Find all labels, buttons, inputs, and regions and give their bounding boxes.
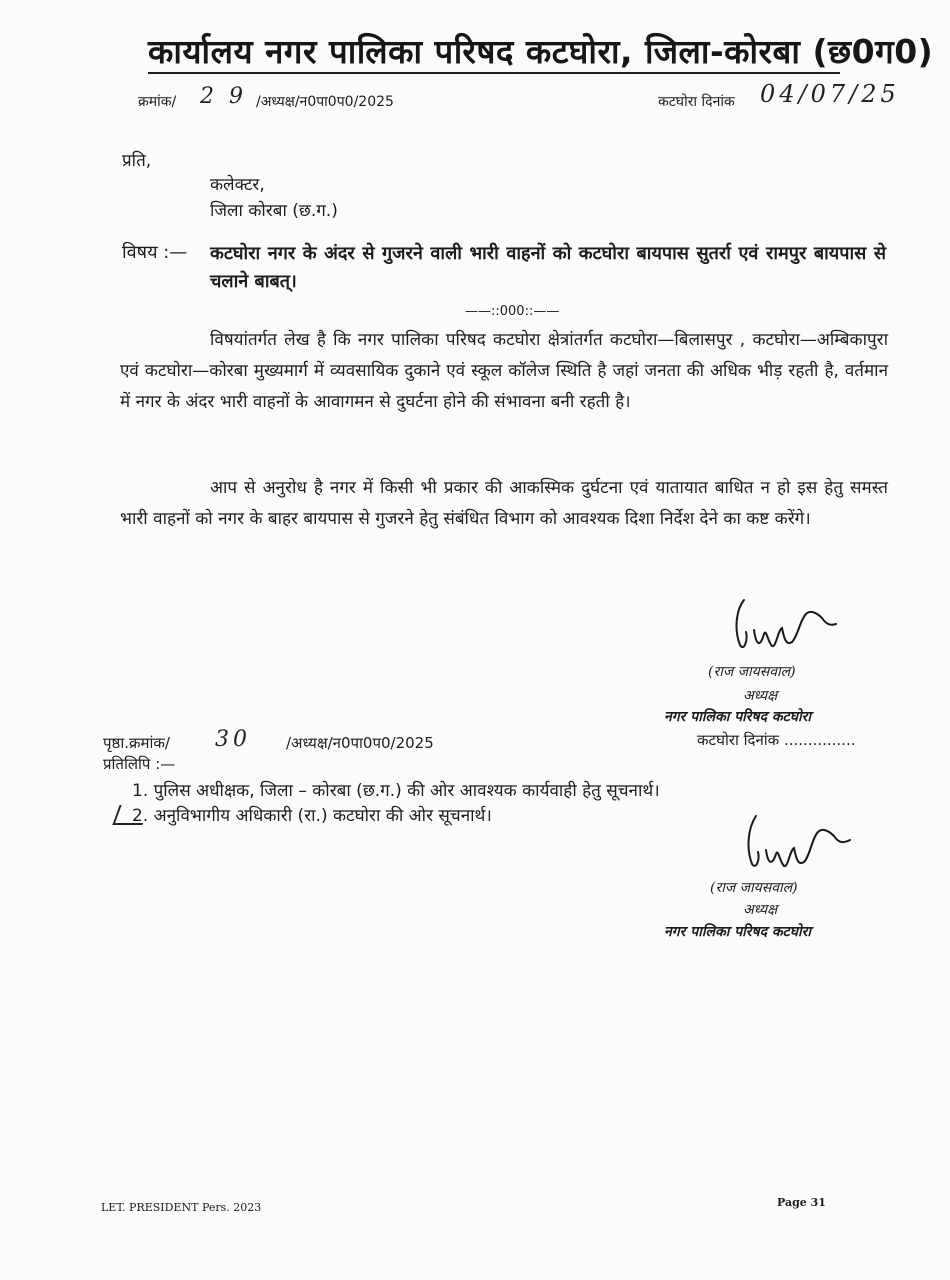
copy-reference-label: पृष्ठा.क्रमांक/ bbox=[103, 734, 170, 752]
office-title: कार्यालय नगर पालिका परिषद कटघोरा, जिला-कोरबा (छ0ग0) bbox=[148, 32, 934, 71]
separator: ——::000::—— bbox=[465, 304, 560, 319]
page-number: Page 31 bbox=[777, 1196, 826, 1209]
reference-number: 2 9 bbox=[200, 84, 247, 109]
reference-label: क्रमांक/ bbox=[138, 94, 177, 110]
copy-item-2: 2. अनुविभागीय अधिकारी (रा.) कटघोरा की ओर सूचनार्थ। bbox=[132, 806, 492, 826]
signature-2 bbox=[740, 808, 880, 878]
recipient-line-2: जिला कोरबा (छ.ग.) bbox=[210, 201, 338, 221]
body-paragraph-2 bbox=[120, 473, 888, 535]
copy-reference-number: 30 bbox=[215, 727, 251, 752]
copy-label: प्रतिलिपि :— bbox=[103, 755, 176, 773]
copy-reference-suffix: /अध्यक्ष/न0पा0प0/2025 bbox=[286, 734, 434, 752]
body-paragraph-1 bbox=[120, 325, 888, 418]
subject-text: कटघोरा नगर के अंदर से गुजरने वाली भारी वाहनों को कटघोरा बायपास सुतर्रा एवं रामपुर बायपास से चलाने बाबत्। bbox=[210, 243, 886, 292]
to-label: प्रति, bbox=[122, 151, 152, 171]
signatory-1-date-line: कटघोरा दिनांक ............... bbox=[697, 731, 856, 749]
signatory-1-name: (राज जायसवाल) bbox=[708, 664, 796, 680]
body-paragraph-1-text: विषयांतर्गत लेख है कि नगर पालिका परिषद कटघोरा क्षेत्रांतर्गत कटघोरा—बिलासपुर , कटघोरा—अम्बिकापुरा एवं कटघोरा—कोरबा मुख्यमार्ग में व्यवसायिक दुकाने एवं स्कूल कॉलेज स्थिति है जहां जनता की अधिक भीड़ रहती है, वर्तमान में नगर के अंदर भारी वाहनों के आवागमन से दुघर्टना होने की संभावना बनी रहती है। bbox=[120, 330, 888, 412]
date-label: कटघोरा दिनांक bbox=[658, 94, 735, 110]
recipient-line-1: कलेक्टर, bbox=[210, 175, 265, 195]
signatory-2-name: (राज जायसवाल) bbox=[710, 880, 798, 896]
signatory-2-designation: अध्यक्ष bbox=[743, 902, 778, 918]
signatory-2-organisation: नगर पालिका परिषद कटघोरा bbox=[664, 924, 811, 940]
header-underline bbox=[148, 72, 840, 74]
reference-suffix: /अध्यक्ष/न0पा0प0/2025 bbox=[256, 94, 394, 110]
date-value: 04/07/25 bbox=[760, 80, 900, 108]
body-paragraph-2-text: आप से अनुरोध है नगर में किसी भी प्रकार की आकस्मिक दुर्घटना एवं यातायात बाधित न हो इस हेतु समस्त भारी वाहनों को नगर के बाहर बायपास से गुजरने हेतु संबंधित विभाग को आवश्यक दिशा निर्देश देने का कष्ट करेंगे। bbox=[120, 478, 888, 529]
signatory-1-organisation: नगर पालिका परिषद कटघोरा bbox=[664, 709, 811, 725]
signatory-1-designation: अध्यक्ष bbox=[743, 688, 778, 704]
subject-label: विषय :— bbox=[122, 242, 188, 263]
signature-1 bbox=[726, 590, 866, 660]
copy-item-1: 1. पुलिस अधीक्षक, जिला – कोरबा (छ.ग.) की ओर आवश्यक कार्यवाही हेतु सूचनार्थ। bbox=[132, 781, 660, 801]
footer-left: LET. PRESIDENT Pers. 2023 bbox=[101, 1201, 262, 1214]
